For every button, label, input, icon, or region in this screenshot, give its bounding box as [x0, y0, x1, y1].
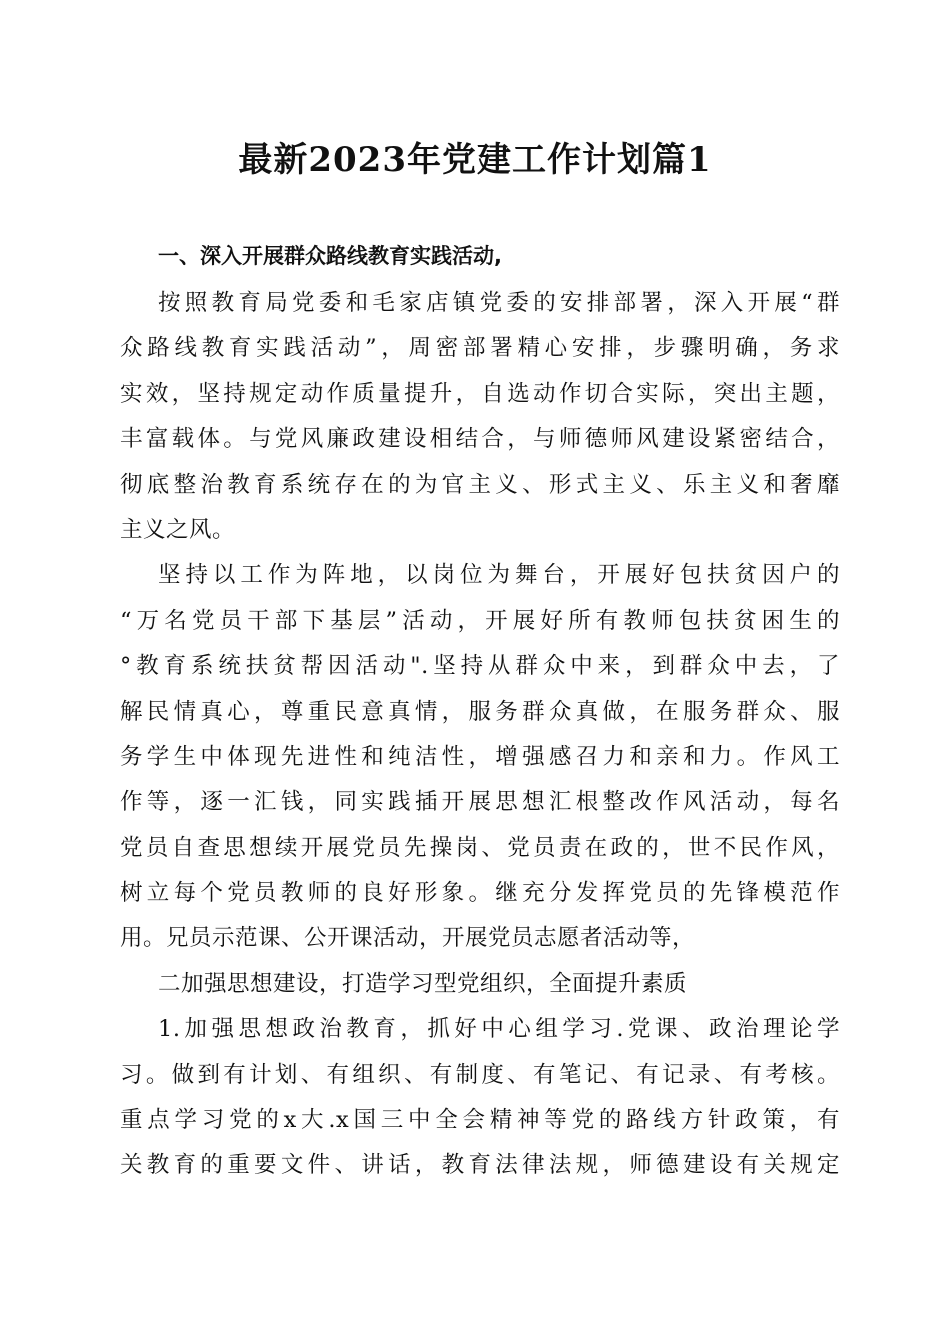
- text-line: 丰富载体。与党风廉政建设相结合，与师德师风建设紧密结合，: [120, 426, 840, 453]
- text-line: 用。兄员示范课、公开课活动，开展党员志愿者活动等，: [120, 925, 696, 952]
- text-line: “万名党员干部下基层”活动，开展好所有教师包扶贫困生的: [120, 607, 840, 634]
- text-line: °教育系统扶贫帮因活动".坚持从群众中来，到群众中去，了: [120, 653, 840, 680]
- text-line: 重点学习党的x大.x国三中全会精神等党的路线方针政策，有: [120, 1107, 840, 1134]
- text-line: 主义之风。: [120, 516, 236, 543]
- text-line: 实效，坚持规定动作质量提升，自选动作切合实际，突出主题，: [120, 380, 840, 407]
- text-line: 坚持以工作为阵地，以岗位为舞台，开展好包扶贫因户的: [158, 562, 840, 589]
- text-line: 1.加强思想政治教育，抓好中心组学习.党课、政治理论学: [158, 1016, 840, 1043]
- text-line: 关教育的重要文件、讲话，教育法律法规，师德建设有关规定: [120, 1152, 840, 1179]
- text-line: 树立每个党员教师的良好形象。继充分发挥党员的先锋模范作: [120, 880, 840, 907]
- document-title: 最新2023年党建工作计划篇1: [238, 140, 712, 180]
- text-line: 党员自查思想续开展党员先操岗、党员责在政的，世不民作风，: [120, 834, 840, 861]
- section-heading: 一、深入开展群众路线教育实践活动,: [158, 244, 502, 268]
- text-line: 彻底整治教育系统存在的为官主义、形式主义、乐主义和奢靡: [120, 471, 840, 498]
- text-line: 作等，逐一汇钱，同实践插开展思想汇根整改作风活动，每名: [120, 789, 840, 816]
- text-line: 众路线教育实践活动”，周密部署精心安排，步骤明确，务求: [120, 335, 840, 362]
- text-line: 习。做到有计划、有组织、有制度、有笔记、有记录、有考核。: [120, 1061, 840, 1088]
- body-text: [120, 281, 840, 1189]
- text-line: 按照教育局党委和毛家店镇党委的安排部署，深入开展“群: [158, 290, 840, 316]
- text-line: 解民情真心，尊重民意真情，服务群众真做，在服务群众、服: [120, 698, 840, 725]
- text-line: 二加强思想建设，打造学习型党组织，全面提升素质: [158, 970, 688, 997]
- text-line: 务学生中体现先进性和纯洁性，增强感召力和亲和力。作风工: [120, 743, 840, 770]
